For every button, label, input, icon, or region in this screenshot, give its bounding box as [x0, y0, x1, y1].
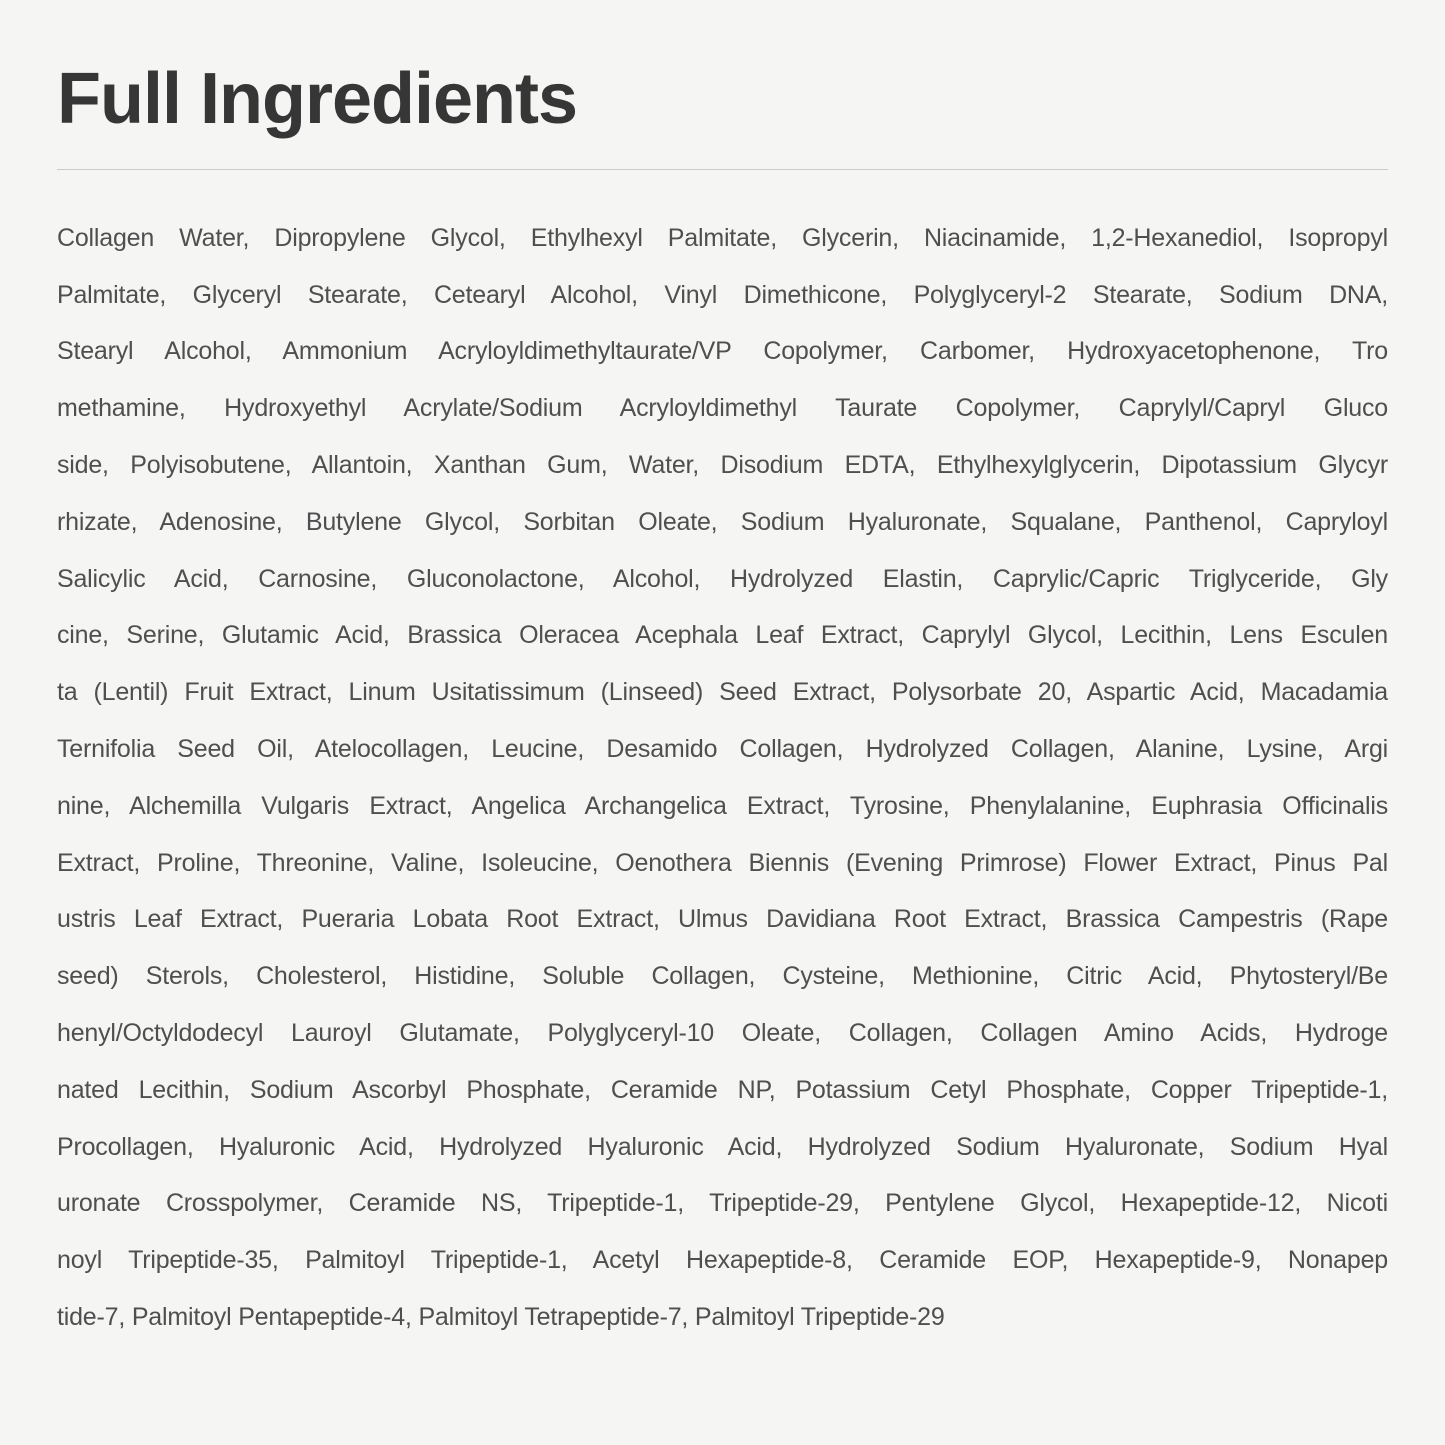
ingredients-line-3: Stearyl Alcohol, Ammonium Acryloyldimethyltaurate/VP Copolymer, Carbomer, Hydroxyacetophenone, Tro	[57, 337, 1388, 366]
ingredients-line-13: ustris Leaf Extract, Pueraria Lobata Root Extract, Ulmus Davidiana Root Extract, Brassica Campestris (Rape	[57, 905, 1388, 934]
ingredients-line-1: Collagen Water, Dipropylene Glycol, Ethylhexyl Palmitate, Glycerin, Niacinamide, 1,2-Hexanediol, Isopropyl	[57, 223, 1388, 252]
ingredients-line-2: Palmitate, Glyceryl Stearate, Cetearyl Alcohol, Vinyl Dimethicone, Polyglyceryl-2 Stearate, Sodium DNA,	[57, 280, 1388, 309]
ingredients-line-17: Procollagen, Hyaluronic Acid, Hydrolyzed Hyaluronic Acid, Hydrolyzed Sodium Hyaluronate, Sodium Hyal	[57, 1132, 1388, 1161]
ingredients-line-20: tide-7, Palmitoyl Pentapeptide-4, Palmitoyl Tetrapeptide-7, Palmitoyl Tripeptide-29	[57, 1302, 945, 1331]
ingredients-line-16: nated Lecithin, Sodium Ascorbyl Phosphate, Ceramide NP, Potassium Cetyl Phosphate, Copper Tripeptide-1,	[57, 1075, 1388, 1104]
ingredients-line-12: Extract, Proline, Threonine, Valine, Isoleucine, Oenothera Biennis (Evening Primrose) Flower Extract, Pinus Pal	[57, 848, 1388, 877]
ingredients-line-5: side, Polyisobutene, Allantoin, Xanthan Gum, Water, Disodium EDTA, Ethylhexylglycerin, Dipotassium Glycyr	[57, 450, 1388, 479]
ingredients-line-10: Ternifolia Seed Oil, Atelocollagen, Leucine, Desamido Collagen, Hydrolyzed Collagen, Alanine, Lysine, Argi	[57, 734, 1388, 763]
ingredients-line-11: nine, Alchemilla Vulgaris Extract, Angelica Archangelica Extract, Tyrosine, Phenylalanine, Euphrasia Officinalis	[57, 791, 1388, 820]
ingredients-line-9: ta (Lentil) Fruit Extract, Linum Usitatissimum (Linseed) Seed Extract, Polysorbate 20, Aspartic Acid, Macadamia	[57, 678, 1388, 707]
ingredients-line-15: henyl/Octyldodecyl Lauroyl Glutamate, Polyglyceryl-10 Oleate, Collagen, Collagen Amino Acids, Hydroge	[57, 1018, 1388, 1047]
ingredients-paragraph	[57, 210, 1388, 1346]
ingredients-line-19: noyl Tripeptide-35, Palmitoyl Tripeptide-1, Acetyl Hexapeptide-8, Ceramide EOP, Hexapeptide-9, Nonapep	[57, 1246, 1388, 1275]
ingredients-line-6: rhizate, Adenosine, Butylene Glycol, Sorbitan Oleate, Sodium Hyaluronate, Squalane, Panthenol, Capryloyl	[57, 507, 1388, 536]
ingredients-line-18: uronate Crosspolymer, Ceramide NS, Tripeptide-1, Tripeptide-29, Pentylene Glycol, Hexapeptide-12, Nicoti	[57, 1189, 1388, 1218]
ingredients-line-14: seed) Sterols, Cholesterol, Histidine, Soluble Collagen, Cysteine, Methionine, Citric Acid, Phytosteryl/Be	[57, 962, 1388, 991]
page-title: Full Ingredients	[57, 59, 578, 139]
title-divider	[57, 169, 1388, 170]
ingredients-line-4: methamine, Hydroxyethyl Acrylate/Sodium Acryloyldimethyl Taurate Copolymer, Caprylyl/Capryl Gluco	[57, 394, 1388, 423]
ingredients-line-8: cine, Serine, Glutamic Acid, Brassica Oleracea Acephala Leaf Extract, Caprylyl Glycol, Lecithin, Lens Esculen	[57, 621, 1388, 650]
ingredients-line-7: Salicylic Acid, Carnosine, Gluconolactone, Alcohol, Hydrolyzed Elastin, Caprylic/Capric Triglyceride, Gly	[57, 564, 1388, 593]
